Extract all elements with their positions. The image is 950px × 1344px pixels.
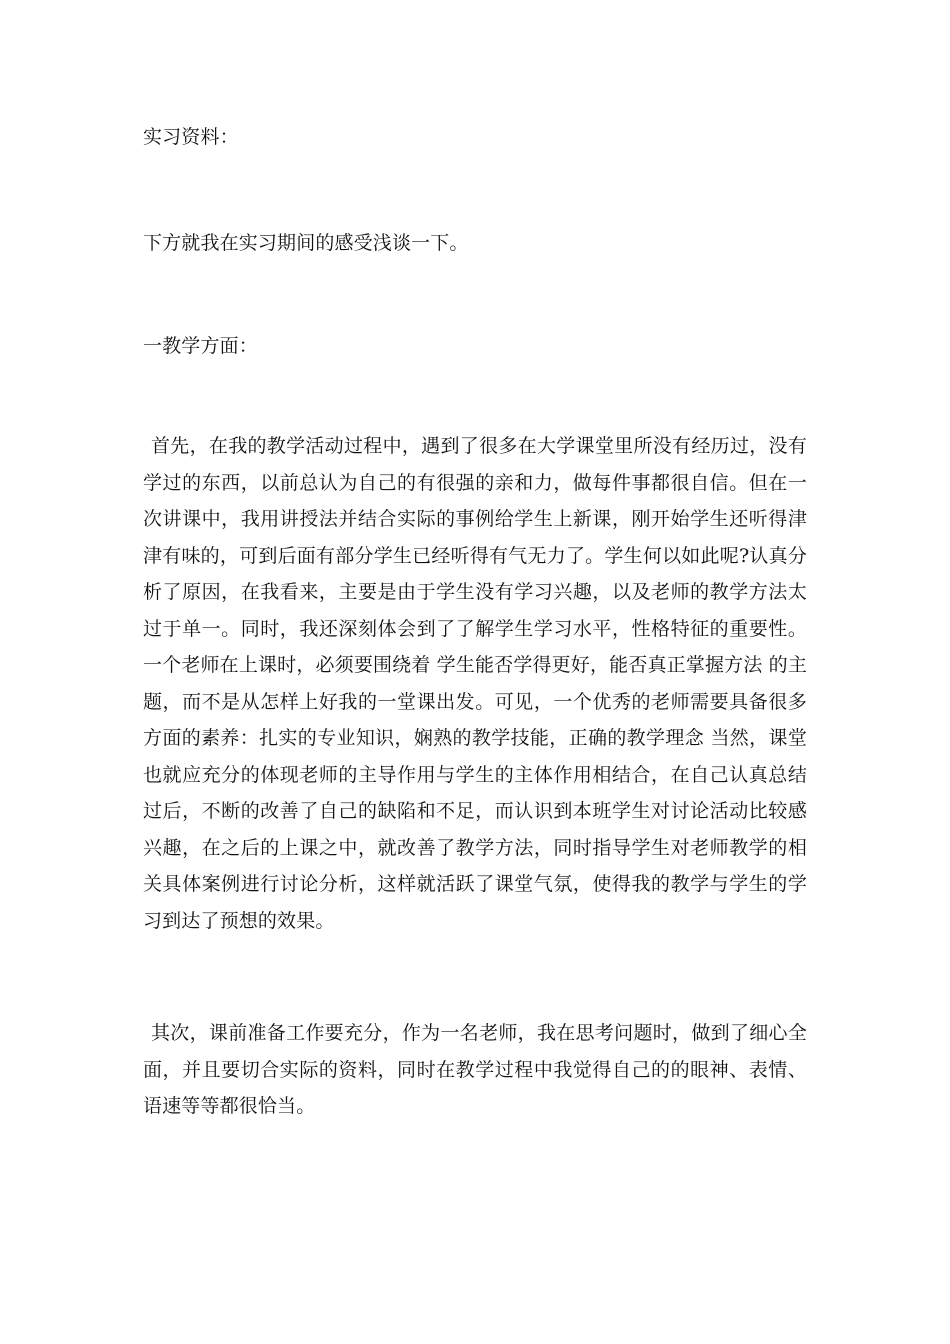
paragraph-lesson-preparation: 其次，课前准备工作要充分，作为一名老师，我在思考问题时，做到了细心全面，并且要切合实际的资料，同时在教学过程中我觉得自己的的眼神、表情、语速等等都很恰当。 (143, 1022, 807, 1117)
section-title: 一教学方面： (143, 335, 258, 357)
document-heading: 实习资料： (143, 126, 239, 148)
intro-line: 下方就我在实习期间的感受浅谈一下。 (143, 232, 469, 254)
paragraph-teaching-reflection: 首先，在我的教学活动过程中，遇到了很多在大学课堂里所没有经历过，没有学过的东西，以前总认为自己的有很强的亲和力，做每件事都很自信。但在一次讲课中，我用讲授法并结合实际的事例给学生上新课，刚开始学生还听得津津有味的，可到后面有部分学生已经听得有气无力了。学生何以如此呢?认真分析了原因，在我看来，主要是由于学生没有学习兴趣，以及老师的教学方法太过于单一。同时，我还深刻体会到了了解学生学习水平，性格特征的重要性。一个老师在上课时，必须要围绕着 学生能否学得更好，能否真正掌握方法 的主题，而不是从怎样上好我的一堂课出发。可见，一个优秀的老师需要具备很多方面的素养：扎实的专业知识，娴熟的教学技能，正确的教学理念 当然，课堂也就应充分的体现老师的主导作用与学生的主体作用相结合，在自己认真总结过后，不断的改善了自己的缺陷和不足，而认识到本班学生对讨论活动比较感兴趣，在之后的上课之中，就改善了教学方法，同时指导学生对老师教学的相关具体案例进行讨论分析，这样就活跃了课堂气氛，使得我的教学与学生的学习到达了预想的效果。 (143, 435, 807, 932)
